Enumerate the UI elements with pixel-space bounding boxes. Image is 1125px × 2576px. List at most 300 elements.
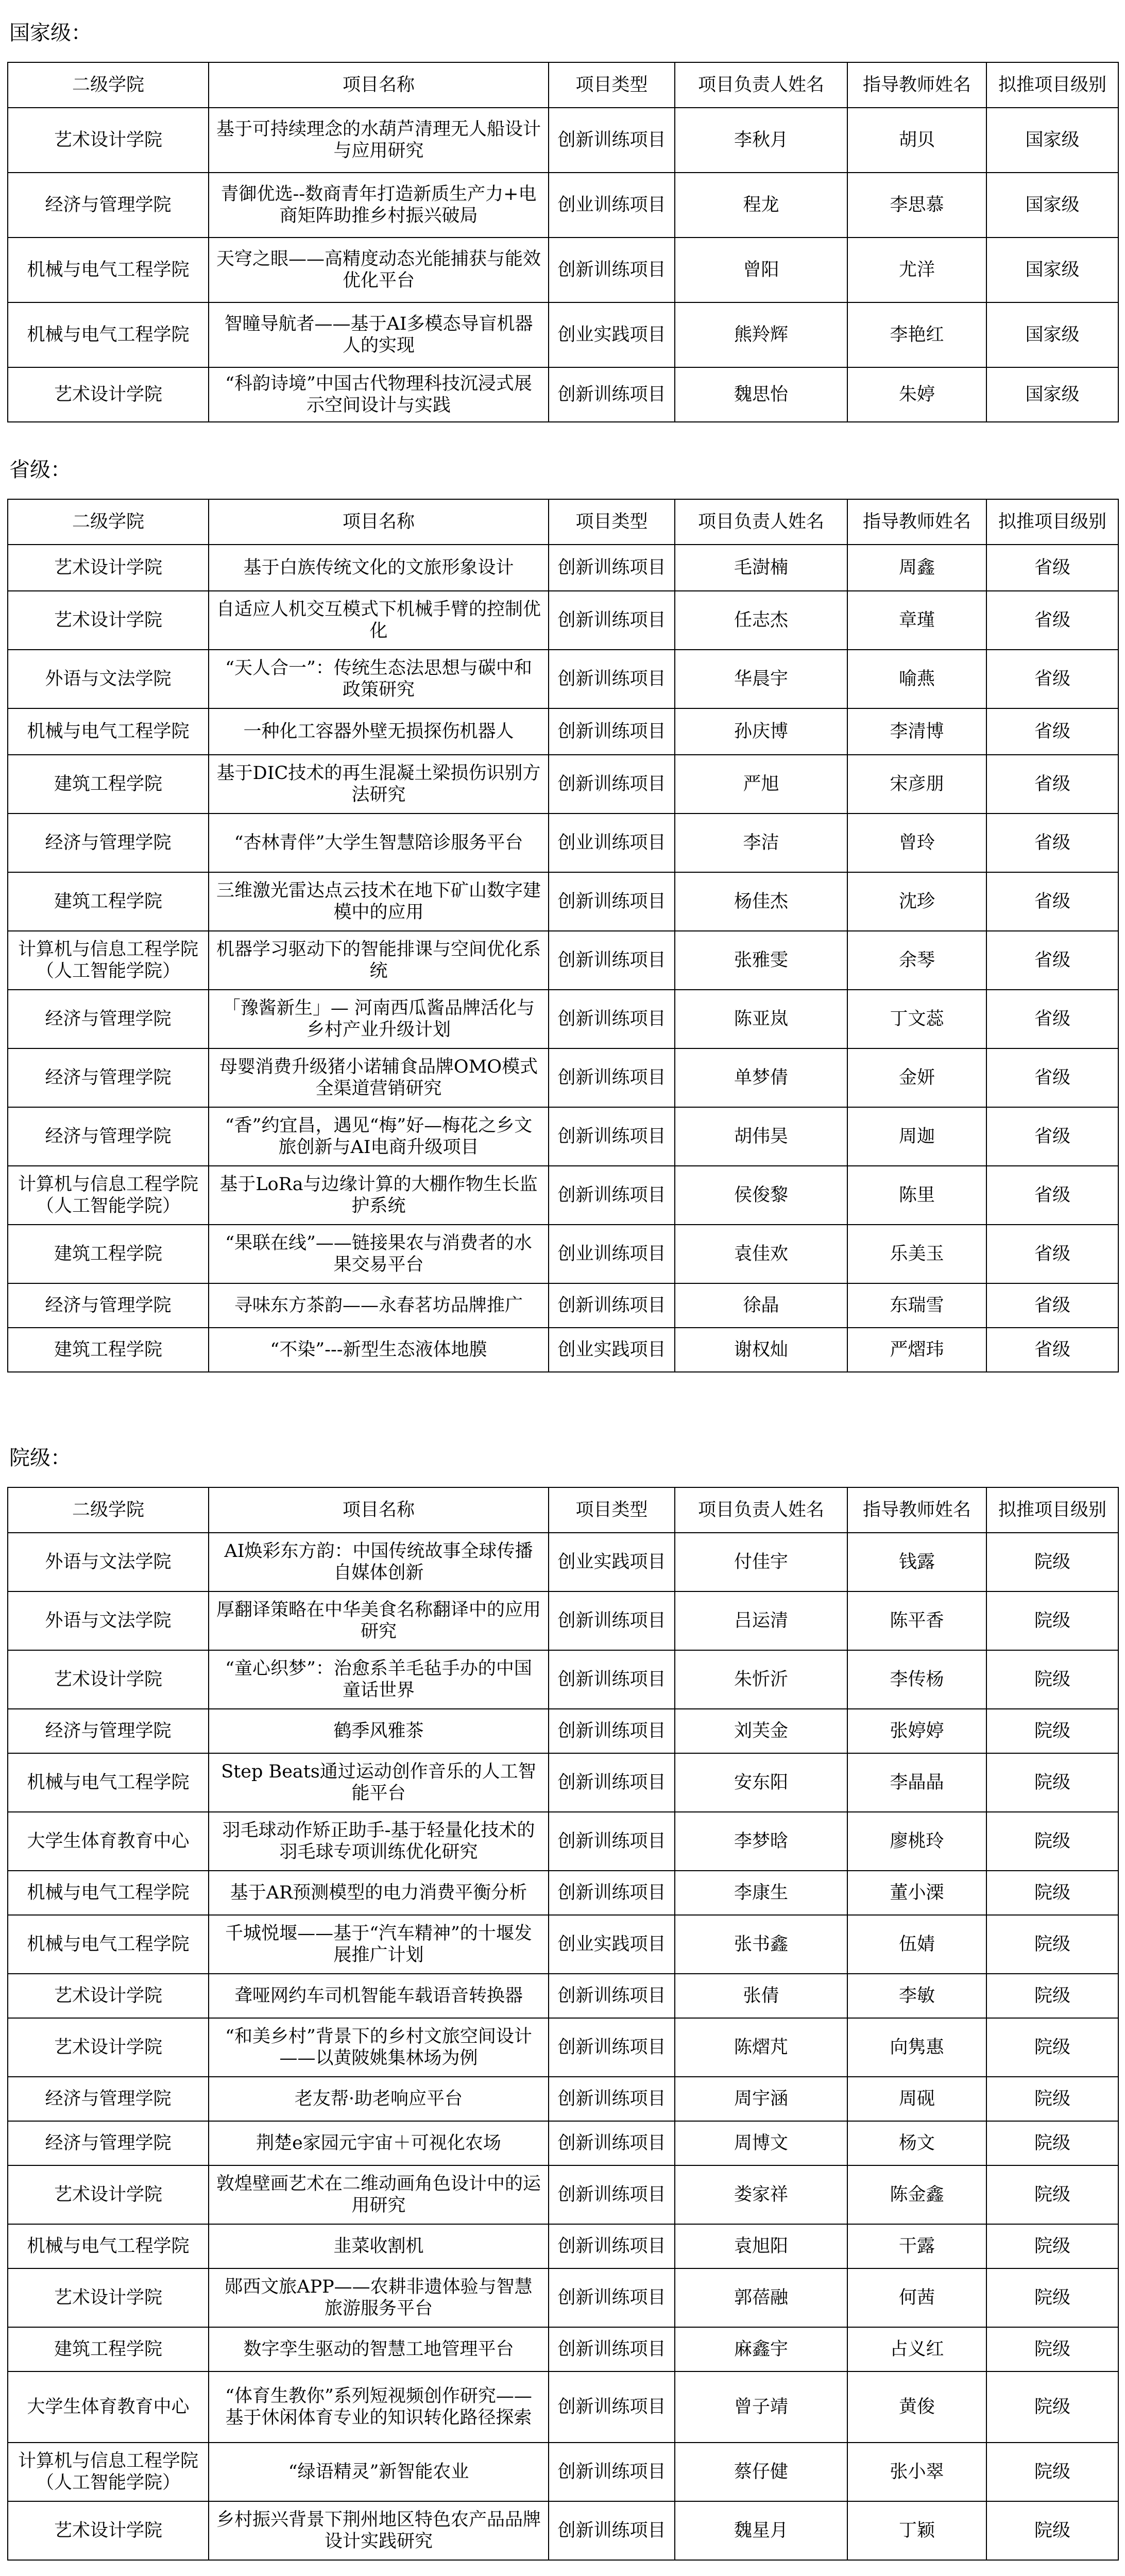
cell-school: 艺术设计学院	[8, 367, 209, 422]
cell-mentor: 李传杨	[847, 1650, 986, 1709]
cell-project-type: 创新训练项目	[549, 708, 675, 755]
cell-mentor: 李艳红	[847, 302, 986, 367]
header-row	[8, 499, 1118, 545]
table-row	[8, 238, 1118, 302]
table-body	[8, 1533, 1118, 2560]
cell-mentor: 尤洋	[847, 238, 986, 302]
col-header-mentor: 指导教师姓名	[847, 499, 986, 545]
col-header-level: 拟推项目级别	[986, 62, 1118, 108]
col-header-project-type: 项目类型	[549, 499, 675, 545]
cell-school: 建筑工程学院	[8, 1225, 209, 1283]
cell-project-type: 创新训练项目	[549, 1709, 675, 1753]
cell-leader: 安东阳	[675, 1753, 847, 1812]
cell-project-name: 韭菜收割机	[209, 2224, 549, 2268]
cell-school: 经济与管理学院	[8, 990, 209, 1048]
cell-leader: 郭蓓融	[675, 2268, 847, 2327]
cell-project-type: 创新训练项目	[549, 1650, 675, 1709]
cell-leader: 蔡仔健	[675, 2443, 847, 2501]
cell-project-type: 创新训练项目	[549, 2077, 675, 2121]
cell-leader: 徐晶	[675, 1283, 847, 1328]
cell-project-type: 创业实践项目	[549, 1533, 675, 1591]
cell-project-type: 创业训练项目	[549, 814, 675, 872]
col-header-project-name: 项目名称	[209, 499, 549, 545]
cell-level: 国家级	[986, 367, 1118, 422]
national-projects-table	[7, 62, 1119, 422]
cell-project-name: “科韵诗境”中国古代物理科技沉浸式展示空间设计与实践	[209, 367, 549, 422]
cell-leader: 孙庆博	[675, 708, 847, 755]
cell-project-name: 敦煌壁画艺术在二维动画角色设计中的运用研究	[209, 2165, 549, 2224]
table-row	[8, 1225, 1118, 1283]
cell-leader: 张雅雯	[675, 931, 847, 990]
cell-mentor: 金妍	[847, 1048, 986, 1107]
cell-school: 计算机与信息工程学院（人工智能学院）	[8, 931, 209, 990]
cell-mentor: 胡贝	[847, 108, 986, 173]
cell-school: 经济与管理学院	[8, 814, 209, 872]
cell-project-type: 创业训练项目	[549, 173, 675, 238]
cell-leader: 麻鑫宇	[675, 2327, 847, 2371]
cell-school: 机械与电气工程学院	[8, 238, 209, 302]
cell-project-type: 创新训练项目	[549, 931, 675, 990]
section-title-national: 国家级：	[9, 21, 92, 45]
cell-project-name: 千城悦堰——基于“汽车精神”的十堰发展推广计划	[209, 1915, 549, 1974]
table-row	[8, 591, 1118, 650]
cell-mentor: 东瑞雪	[847, 1283, 986, 1328]
cell-leader: 袁佳欢	[675, 1225, 847, 1283]
cell-level: 院级	[986, 2018, 1118, 2077]
cell-project-name: 老友帮·助老响应平台	[209, 2077, 549, 2121]
cell-project-name: 基于DIC技术的再生混凝土梁损伤识别方法研究	[209, 755, 549, 814]
cell-project-type: 创业训练项目	[549, 1225, 675, 1283]
table-row	[8, 2327, 1118, 2371]
cell-project-name: 厚翻译策略在中华美食名称翻译中的应用研究	[209, 1591, 549, 1650]
table-header	[8, 1487, 1118, 1533]
cell-project-name: 青御优选--数商青年打造新质生产力+电商矩阵助推乡村振兴破局	[209, 173, 549, 238]
cell-level: 院级	[986, 2165, 1118, 2224]
cell-leader: 曾阳	[675, 238, 847, 302]
cell-mentor: 乐美玉	[847, 1225, 986, 1283]
cell-mentor: 陈里	[847, 1166, 986, 1225]
cell-mentor: 陈平香	[847, 1591, 986, 1650]
cell-leader: 张书鑫	[675, 1915, 847, 1974]
cell-school: 经济与管理学院	[8, 2121, 209, 2165]
cell-mentor: 余琴	[847, 931, 986, 990]
cell-level: 省级	[986, 545, 1118, 591]
cell-mentor: 钱露	[847, 1533, 986, 1591]
table-row	[8, 990, 1118, 1048]
cell-mentor: 朱婷	[847, 367, 986, 422]
cell-mentor: 黄俊	[847, 2371, 986, 2443]
cell-leader: 曾子靖	[675, 2371, 847, 2443]
cell-school: 经济与管理学院	[8, 1709, 209, 1753]
col-header-mentor: 指导教师姓名	[847, 1487, 986, 1533]
table-row	[8, 1753, 1118, 1812]
table-row	[8, 650, 1118, 708]
cell-project-name: 「豫酱新生」— 河南西瓜酱品牌活化与乡村产业升级计划	[209, 990, 549, 1048]
cell-level: 省级	[986, 650, 1118, 708]
cell-mentor: 章瑾	[847, 591, 986, 650]
cell-school: 艺术设计学院	[8, 1974, 209, 2018]
cell-leader: 华晨宇	[675, 650, 847, 708]
cell-project-type: 创新训练项目	[549, 238, 675, 302]
college-projects-table	[7, 1487, 1119, 2561]
cell-school: 机械与电气工程学院	[8, 1915, 209, 1974]
cell-school: 建筑工程学院	[8, 1328, 209, 1372]
cell-project-type: 创新训练项目	[549, 1591, 675, 1650]
col-header-project-name: 项目名称	[209, 1487, 549, 1533]
cell-project-name: 基于可持续理念的水葫芦清理无人船设计与应用研究	[209, 108, 549, 173]
cell-school: 外语与文法学院	[8, 1591, 209, 1650]
cell-level: 院级	[986, 2371, 1118, 2443]
cell-project-name: “和美乡村”背景下的乡村文旅空间设计——以黄陂姚集林场为例	[209, 2018, 549, 2077]
section-title-college: 院级：	[9, 1446, 71, 1470]
cell-project-type: 创新训练项目	[549, 1812, 675, 1871]
cell-level: 国家级	[986, 108, 1118, 173]
cell-project-name: “体育生教你”系列短视频创作研究——基于休闲体育专业的知识转化路径探索	[209, 2371, 549, 2443]
table-row	[8, 708, 1118, 755]
cell-project-name: 羽毛球动作矫正助手-基于轻量化技术的羽毛球专项训练优化研究	[209, 1812, 549, 1871]
table-body	[8, 545, 1118, 1372]
cell-level: 省级	[986, 1328, 1118, 1372]
cell-school: 机械与电气工程学院	[8, 302, 209, 367]
cell-level: 国家级	[986, 238, 1118, 302]
table-header	[8, 499, 1118, 545]
cell-project-type: 创业实践项目	[549, 1915, 675, 1974]
cell-project-name: 荆楚e家园元宇宙＋可视化农场	[209, 2121, 549, 2165]
table-row	[8, 1871, 1118, 1915]
cell-project-type: 创新训练项目	[549, 1107, 675, 1166]
cell-project-type: 创新训练项目	[549, 2224, 675, 2268]
cell-mentor: 曾玲	[847, 814, 986, 872]
table-row	[8, 1812, 1118, 1871]
cell-mentor: 周砚	[847, 2077, 986, 2121]
cell-school: 机械与电气工程学院	[8, 1753, 209, 1812]
cell-leader: 魏思怡	[675, 367, 847, 422]
cell-project-name: “果联在线”——链接果农与消费者的水果交易平台	[209, 1225, 549, 1283]
cell-school: 建筑工程学院	[8, 872, 209, 931]
cell-level: 院级	[986, 1709, 1118, 1753]
cell-project-name: “香”约宜昌，遇见“梅”好—梅花之乡文旅创新与AI电商升级项目	[209, 1107, 549, 1166]
cell-leader: 张倩	[675, 1974, 847, 2018]
cell-leader: 李梦晗	[675, 1812, 847, 1871]
cell-project-name: “童心织梦”：治愈系羊毛毡手办的中国童话世界	[209, 1650, 549, 1709]
col-header-level: 拟推项目级别	[986, 1487, 1118, 1533]
cell-leader: 谢权灿	[675, 1328, 847, 1372]
cell-leader: 周宇涵	[675, 2077, 847, 2121]
cell-leader: 单梦倩	[675, 1048, 847, 1107]
col-header-project-type: 项目类型	[549, 62, 675, 108]
cell-level: 院级	[986, 2327, 1118, 2371]
cell-school: 计算机与信息工程学院（人工智能学院）	[8, 2443, 209, 2501]
cell-leader: 熊羚辉	[675, 302, 847, 367]
cell-mentor: 杨文	[847, 2121, 986, 2165]
cell-project-name: “杏林青伴”大学生智慧陪诊服务平台	[209, 814, 549, 872]
cell-leader: 胡伟昊	[675, 1107, 847, 1166]
cell-mentor: 周迦	[847, 1107, 986, 1166]
cell-level: 院级	[986, 2268, 1118, 2327]
cell-level: 院级	[986, 2501, 1118, 2560]
cell-project-name: “天人合一”：传统生态法思想与碳中和政策研究	[209, 650, 549, 708]
cell-leader: 袁旭阳	[675, 2224, 847, 2268]
cell-leader: 杨佳杰	[675, 872, 847, 931]
cell-mentor: 李清博	[847, 708, 986, 755]
cell-school: 艺术设计学院	[8, 591, 209, 650]
cell-leader: 吕运清	[675, 1591, 847, 1650]
table-row	[8, 367, 1118, 422]
table-row	[8, 755, 1118, 814]
cell-leader: 周博文	[675, 2121, 847, 2165]
cell-leader: 毛澍楠	[675, 545, 847, 591]
cell-school: 大学生体育教育中心	[8, 2371, 209, 2443]
cell-project-name: 聋哑网约车司机智能车载语音转换器	[209, 1974, 549, 2018]
cell-school: 艺术设计学院	[8, 2165, 209, 2224]
cell-mentor: 李敏	[847, 1974, 986, 2018]
cell-level: 省级	[986, 755, 1118, 814]
cell-project-type: 创新训练项目	[549, 367, 675, 422]
table-body	[8, 108, 1118, 422]
table-row	[8, 2268, 1118, 2327]
col-header-project-name: 项目名称	[209, 62, 549, 108]
cell-project-name: 基于白族传统文化的文旅形象设计	[209, 545, 549, 591]
table-row	[8, 2371, 1118, 2443]
table-row	[8, 1974, 1118, 2018]
cell-project-type: 创新训练项目	[549, 2501, 675, 2560]
cell-mentor: 丁文蕊	[847, 990, 986, 1048]
cell-level: 国家级	[986, 302, 1118, 367]
cell-project-type: 创新训练项目	[549, 545, 675, 591]
cell-project-type: 创新训练项目	[549, 108, 675, 173]
cell-mentor: 董小溧	[847, 1871, 986, 1915]
col-header-school: 二级学院	[8, 62, 209, 108]
table-row	[8, 872, 1118, 931]
cell-mentor: 沈珍	[847, 872, 986, 931]
cell-leader: 李康生	[675, 1871, 847, 1915]
cell-mentor: 向隽惠	[847, 2018, 986, 2077]
cell-school: 艺术设计学院	[8, 2268, 209, 2327]
cell-leader: 李秋月	[675, 108, 847, 173]
section-title-provincial: 省级：	[9, 458, 71, 482]
col-header-leader: 项目负责人姓名	[675, 62, 847, 108]
cell-school: 建筑工程学院	[8, 755, 209, 814]
table-row	[8, 2077, 1118, 2121]
cell-level: 省级	[986, 814, 1118, 872]
table-row	[8, 1591, 1118, 1650]
cell-project-type: 创新训练项目	[549, 1871, 675, 1915]
cell-mentor: 李思慕	[847, 173, 986, 238]
col-header-project-type: 项目类型	[549, 1487, 675, 1533]
cell-level: 省级	[986, 1107, 1118, 1166]
cell-mentor: 陈金鑫	[847, 2165, 986, 2224]
cell-leader: 付佳宇	[675, 1533, 847, 1591]
cell-project-name: Step Beats通过运动创作音乐的人工智能平台	[209, 1753, 549, 1812]
cell-project-name: 寻味东方茶韵——永春茗坊品牌推广	[209, 1283, 549, 1328]
cell-level: 院级	[986, 1974, 1118, 2018]
cell-level: 院级	[986, 2077, 1118, 2121]
cell-level: 院级	[986, 1533, 1118, 1591]
cell-level: 院级	[986, 1915, 1118, 1974]
table-row	[8, 1915, 1118, 1974]
cell-project-type: 创新训练项目	[549, 1166, 675, 1225]
cell-project-type: 创新训练项目	[549, 990, 675, 1048]
cell-project-type: 创新训练项目	[549, 2327, 675, 2371]
cell-project-name: 三维激光雷达点云技术在地下矿山数字建模中的应用	[209, 872, 549, 931]
cell-project-type: 创新训练项目	[549, 1753, 675, 1812]
col-header-mentor: 指导教师姓名	[847, 62, 986, 108]
provincial-projects-table	[7, 499, 1119, 1372]
cell-project-type: 创新训练项目	[549, 2165, 675, 2224]
cell-project-type: 创新训练项目	[549, 1048, 675, 1107]
cell-project-type: 创新训练项目	[549, 2443, 675, 2501]
cell-level: 省级	[986, 931, 1118, 990]
cell-level: 省级	[986, 872, 1118, 931]
cell-mentor: 严熠玮	[847, 1328, 986, 1372]
table-row	[8, 2121, 1118, 2165]
cell-project-type: 创新训练项目	[549, 591, 675, 650]
cell-school: 经济与管理学院	[8, 1107, 209, 1166]
cell-school: 外语与文法学院	[8, 650, 209, 708]
cell-school: 经济与管理学院	[8, 1283, 209, 1328]
cell-mentor: 李晶晶	[847, 1753, 986, 1812]
cell-leader: 李洁	[675, 814, 847, 872]
cell-project-name: 数字孪生驱动的智慧工地管理平台	[209, 2327, 549, 2371]
cell-project-type: 创业实践项目	[549, 1328, 675, 1372]
table-header	[8, 62, 1118, 108]
cell-school: 艺术设计学院	[8, 108, 209, 173]
cell-leader: 陈熠芃	[675, 2018, 847, 2077]
cell-project-name: 智瞳导航者——基于AI多模态导盲机器人的实现	[209, 302, 549, 367]
cell-leader: 刘芙金	[675, 1709, 847, 1753]
cell-project-name: “绿语精灵”新智能农业	[209, 2443, 549, 2501]
cell-level: 院级	[986, 2443, 1118, 2501]
cell-level: 院级	[986, 1812, 1118, 1871]
cell-level: 院级	[986, 1591, 1118, 1650]
cell-project-name: 机器学习驱动下的智能排课与空间优化系统	[209, 931, 549, 990]
cell-school: 建筑工程学院	[8, 2327, 209, 2371]
header-row	[8, 62, 1118, 108]
cell-project-type: 创新训练项目	[549, 2371, 675, 2443]
col-header-school: 二级学院	[8, 1487, 209, 1533]
cell-leader: 侯俊黎	[675, 1166, 847, 1225]
cell-leader: 严旭	[675, 755, 847, 814]
cell-school: 经济与管理学院	[8, 1048, 209, 1107]
cell-project-type: 创新训练项目	[549, 2018, 675, 2077]
col-header-leader: 项目负责人姓名	[675, 499, 847, 545]
cell-school: 经济与管理学院	[8, 173, 209, 238]
cell-mentor: 干露	[847, 2224, 986, 2268]
cell-school: 艺术设计学院	[8, 2018, 209, 2077]
cell-project-type: 创新训练项目	[549, 872, 675, 931]
table-row	[8, 1328, 1118, 1372]
cell-project-name: 鹤季风雅茶	[209, 1709, 549, 1753]
cell-mentor: 周鑫	[847, 545, 986, 591]
cell-project-type: 创新训练项目	[549, 1283, 675, 1328]
table-row	[8, 1048, 1118, 1107]
cell-leader: 娄家祥	[675, 2165, 847, 2224]
cell-project-type: 创新训练项目	[549, 755, 675, 814]
cell-mentor: 伍婧	[847, 1915, 986, 1974]
table-row	[8, 1283, 1118, 1328]
col-header-school: 二级学院	[8, 499, 209, 545]
col-header-level: 拟推项目级别	[986, 499, 1118, 545]
cell-project-name: 一种化工容器外壁无损探伤机器人	[209, 708, 549, 755]
cell-school: 经济与管理学院	[8, 2077, 209, 2121]
cell-mentor: 张小翠	[847, 2443, 986, 2501]
table-row	[8, 2501, 1118, 2560]
cell-leader: 魏星月	[675, 2501, 847, 2560]
table-row	[8, 302, 1118, 367]
cell-project-name: 天穹之眼——高精度动态光能捕获与能效优化平台	[209, 238, 549, 302]
cell-level: 省级	[986, 1048, 1118, 1107]
cell-school: 艺术设计学院	[8, 2501, 209, 2560]
cell-project-type: 创新训练项目	[549, 2268, 675, 2327]
cell-school: 外语与文法学院	[8, 1533, 209, 1591]
table-row	[8, 931, 1118, 990]
cell-school: 机械与电气工程学院	[8, 2224, 209, 2268]
cell-level: 院级	[986, 2121, 1118, 2165]
cell-mentor: 丁颖	[847, 2501, 986, 2560]
cell-project-type: 创新训练项目	[549, 1974, 675, 2018]
cell-project-name: 基于AR预测模型的电力消费平衡分析	[209, 1871, 549, 1915]
cell-mentor: 占义红	[847, 2327, 986, 2371]
cell-project-type: 创业实践项目	[549, 302, 675, 367]
cell-level: 省级	[986, 591, 1118, 650]
cell-school: 计算机与信息工程学院（人工智能学院）	[8, 1166, 209, 1225]
cell-level: 院级	[986, 2224, 1118, 2268]
cell-level: 省级	[986, 990, 1118, 1048]
table-row	[8, 2018, 1118, 2077]
table-row	[8, 2165, 1118, 2224]
table-row	[8, 814, 1118, 872]
cell-mentor: 喻燕	[847, 650, 986, 708]
cell-level: 省级	[986, 1166, 1118, 1225]
cell-leader: 任志杰	[675, 591, 847, 650]
cell-level: 国家级	[986, 173, 1118, 238]
cell-school: 机械与电气工程学院	[8, 708, 209, 755]
cell-level: 院级	[986, 1871, 1118, 1915]
cell-project-name: 乡村振兴背景下荆州地区特色农产品品牌设计实践研究	[209, 2501, 549, 2560]
cell-project-type: 创新训练项目	[549, 650, 675, 708]
table-row	[8, 1709, 1118, 1753]
cell-level: 院级	[986, 1753, 1118, 1812]
table-row	[8, 1533, 1118, 1591]
cell-school: 大学生体育教育中心	[8, 1812, 209, 1871]
cell-project-name: 郧西文旅APP——农耕非遗体验与智慧旅游服务平台	[209, 2268, 549, 2327]
table-row	[8, 1650, 1118, 1709]
cell-leader: 朱忻沂	[675, 1650, 847, 1709]
table-row	[8, 2443, 1118, 2501]
cell-level: 省级	[986, 1225, 1118, 1283]
table-row	[8, 1107, 1118, 1166]
cell-project-name: “不染”---新型生态液体地膜	[209, 1328, 549, 1372]
cell-project-type: 创新训练项目	[549, 2121, 675, 2165]
cell-project-name: 母婴消费升级猪小诺辅食品牌OMO模式全渠道营销研究	[209, 1048, 549, 1107]
cell-leader: 陈亚岚	[675, 990, 847, 1048]
cell-mentor: 何茜	[847, 2268, 986, 2327]
cell-school: 艺术设计学院	[8, 1650, 209, 1709]
cell-level: 省级	[986, 1283, 1118, 1328]
cell-school: 机械与电气工程学院	[8, 1871, 209, 1915]
cell-mentor: 廖桃玲	[847, 1812, 986, 1871]
col-header-leader: 项目负责人姓名	[675, 1487, 847, 1533]
cell-school: 艺术设计学院	[8, 545, 209, 591]
table-row	[8, 108, 1118, 173]
cell-project-name: AI焕彩东方韵：中国传统故事全球传播自媒体创新	[209, 1533, 549, 1591]
cell-leader: 程龙	[675, 173, 847, 238]
cell-mentor: 宋彦朋	[847, 755, 986, 814]
cell-level: 院级	[986, 1650, 1118, 1709]
cell-project-name: 自适应人机交互模式下机械手臂的控制优化	[209, 591, 549, 650]
cell-level: 省级	[986, 708, 1118, 755]
header-row	[8, 1487, 1118, 1533]
